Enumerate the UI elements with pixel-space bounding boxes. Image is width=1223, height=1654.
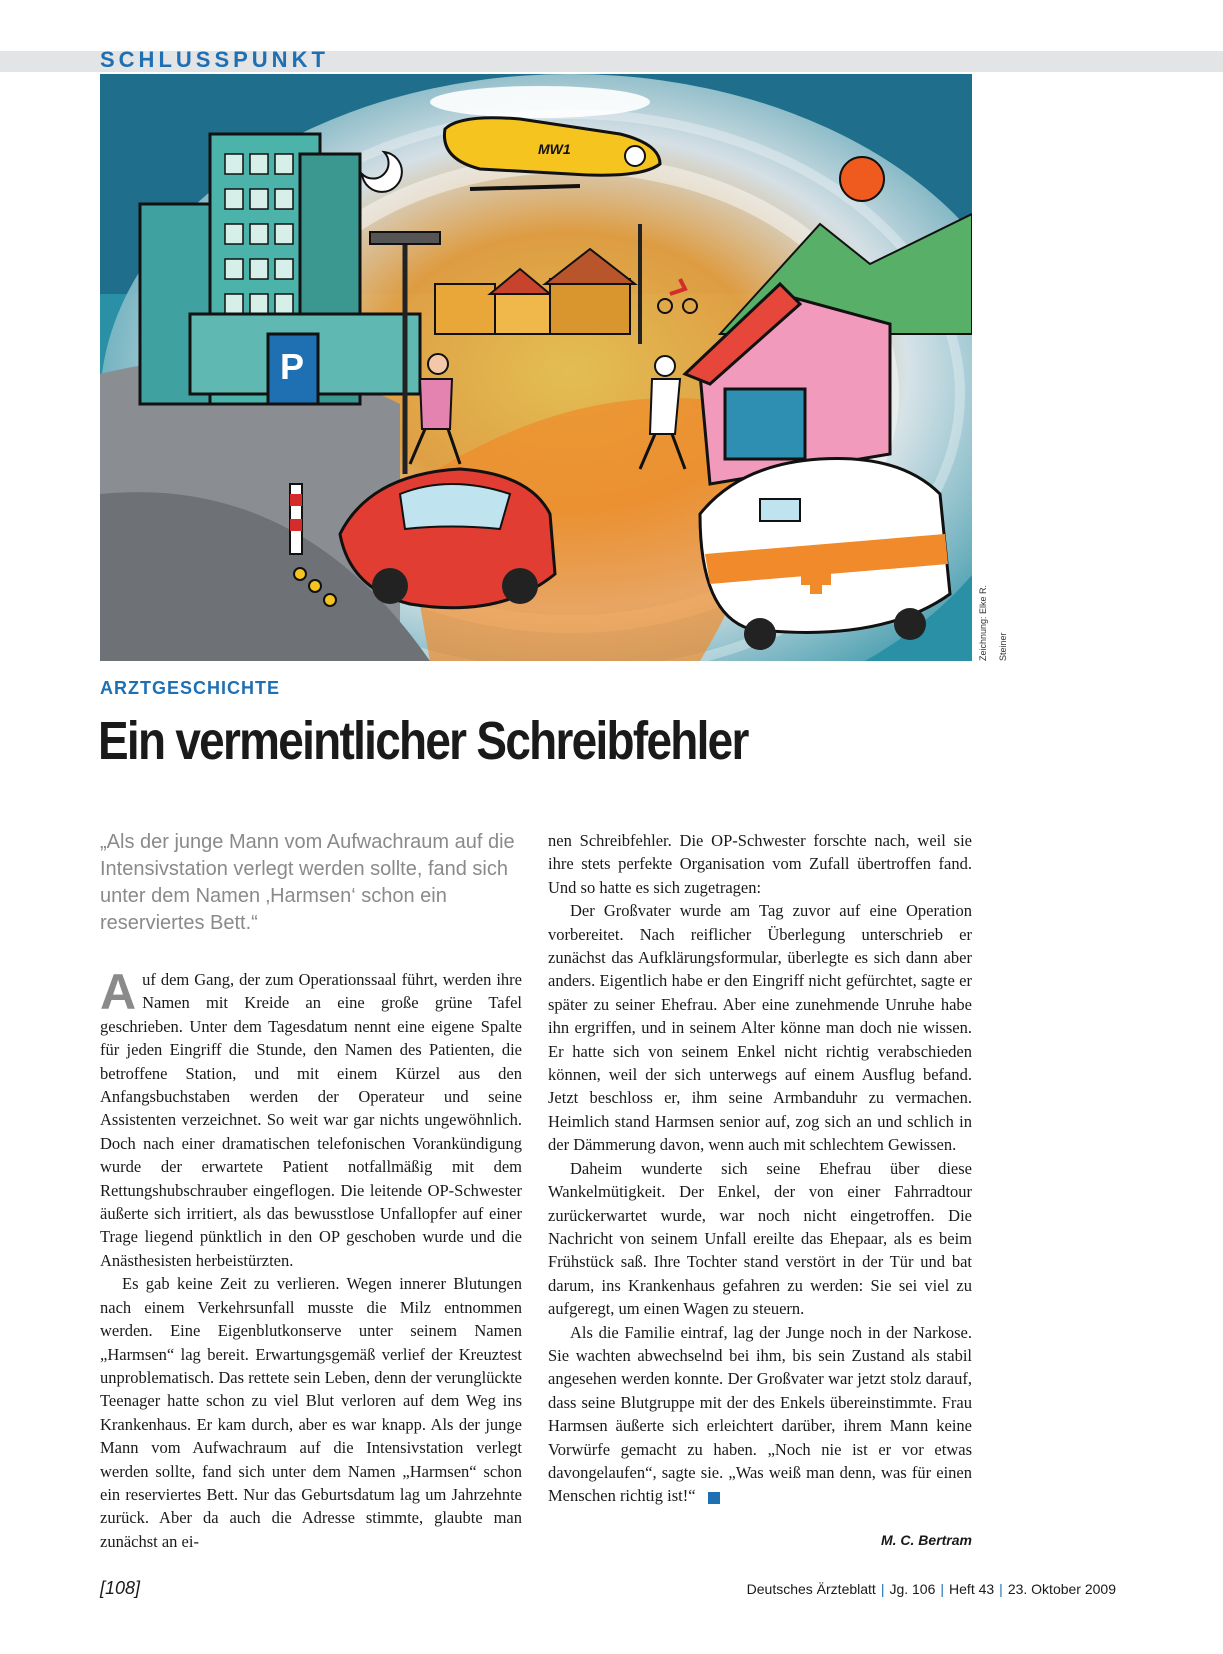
body-paragraph-3: nen Schreibfehler. Die OP-Schwester forschte nach, weil sie ihre stets perfekte Organisation vom Zufall übertroffen fand. Und so hatte es sich zugetragen: [548,831,972,897]
body-paragraph-6-text: Als die Familie eintraf, lag der Junge noch in der Narkose. Sie wachten abwechselnd bei ihm, bis sein Zustand als stabil angesehen werden konnte. Der Großvater war jetzt stolz darauf, dass seine Blutgruppe mit der des Enkels übereinstimmte. Frau Harmsen äußerte sich erleichtert darüber, ihrem Mann keine Vorwürfe gemacht zu haben. „Noch nie ist er vor etwas davongelaufen“, sagte sie. „Was weiß man denn, was für einen Menschen richtig ist!“ [548,1322,972,1506]
headline: Ein vermeintlicher Schreibfehler [98,711,748,771]
journal-date: 23. Oktober 2009 [1007,1581,1116,1597]
body-column-left [100,964,522,1553]
lead-quote: „Als der junge Mann vom Aufwachraum auf die Intensivstation verlegt werden sollte, fand sich unter dem Namen ‚Harmsen‘ schon ein reserviertes Bett.“ [100,831,515,934]
end-mark-icon [708,1492,720,1504]
separator-icon: | [999,1581,1003,1597]
helicopter-marking: MW1 [538,141,571,157]
illustration [100,74,972,661]
body-paragraph-1 [100,964,522,1272]
kicker: ARZTGESCHICHTE [100,678,280,698]
journal-info [700,1581,1116,1597]
body-column-right [548,829,972,1508]
journal-issue: Heft 43 [949,1581,995,1597]
parking-sign [268,334,318,404]
body-paragraph-4: Der Großvater wurde am Tag zuvor auf eine Operation vorbereitet. Nach reiflicher Überlegung unterschrieb er zunächst das Aufklärungsformular, überlegte es sich dann aber anders. Eigentlich habe er den Eingriff nicht gefürchtet, sagte er später zu seiner Ehefrau. Aber eine zunehmende Unruhe habe ihn ergriffen, und in seinem Alter könne man doch nie wissen. Er hatte sich von seinem Enkel nicht richtig verabschieden können, weil der sich unterwegs auf einem Ausflug befand. Jetzt beschloss er, ihm seine Armbanduhr zu vermachen. Heimlich stand Harmsen senior auf, zog sich an und schlich in der Dämmerung davon, wenn auch mit schlechtem Gewissen. [548,901,972,1155]
illustration-credit: Zeichnung: Elke R. Steiner [978,584,1008,661]
ambulance [700,458,950,650]
section-label: SCHLUSSPUNKT [100,47,329,72]
body-paragraph-6 [548,1321,972,1508]
parking-sign-label: P [280,346,305,387]
sun-icon [840,157,884,201]
drop-cap: A [100,964,137,1020]
body-paragraph-2: Es gab keine Zeit zu verlieren. Wegen innerer Blutungen nach einem Verkehrsunfall musste die Milz entnommen werden. Eine Eigenblutkonserve unter seinem Namen „Harmsen“ lag bereit. Erwartungsgemäß verlief der Kreuztest unproblematisch. Das rettete sein Leben, denn der verunglückte Teenager hatte schon zu viel Blut verloren auf dem Weg ins Krankenhaus. Er kam durch, aber es war knapp. Als der junge Mann vom Aufwachraum auf die Intensivstation verlegt werden sollte, fand sich unter dem Namen „Harmsen“ schon ein reserviertes Bett. Nur das Geburtsdatum lag um Jahrzehnte zurück. Aber da auch die Adresse stimmte, glaubte man zunächst an ei- [100,1274,522,1551]
page-number: [108] [100,1578,141,1598]
author: M. C. Bertram [880,1532,972,1548]
journal-name: Deutsches Ärzteblatt [746,1581,876,1597]
separator-icon: | [940,1581,945,1597]
separator-icon: | [880,1581,885,1597]
journal-volume: Jg. 106 [889,1581,936,1597]
body-paragraph-1-text: uf dem Gang, der zum Operationssaal führt, werden ihre Namen mit Kreide an eine große grüne Tafel geschrieben. Unter dem Tagesdatum nennt eine eigene Spalte für jeden Eingriff die Stunde, den Namen des Patienten, die betroffene Station, und mit einem Kürzel aus den Anfangsbuchstaben werden der Operateur und seine Assistenten verzeichnet. So weit war gar nichts ungewöhnlich. Doch nach einer dramatischen telefonischen Vorankündigung wurde der erwartete Patient notfallmäßig mit dem Rettungshubschrauber eingeflogen. Die leitende OP-Schwester äußerte sich irritiert, als das bewusstlose Unfallopfer auf einer Trage liegend pünktlich in den OP geschoben wurde und die Anästhesisten herbeistürzten. [100,970,522,1270]
body-paragraph-5: Daheim wunderte sich seine Ehefrau über diese Wankelmütigkeit. Der Enkel, der von einer Fahrradtour zurückerwartet wurde, war noch nicht eingetroffen. Die Nachricht von seinem Unfall ereilte das Ehepaar, als es beim Frühstück saß. Ihre Tochter stand verstört in der Tür und bat darum, ins Krankenhaus gefahren zu werden: Sie sei viel zu aufgeregt, um einen Wagen zu steuern. [548,1158,972,1319]
